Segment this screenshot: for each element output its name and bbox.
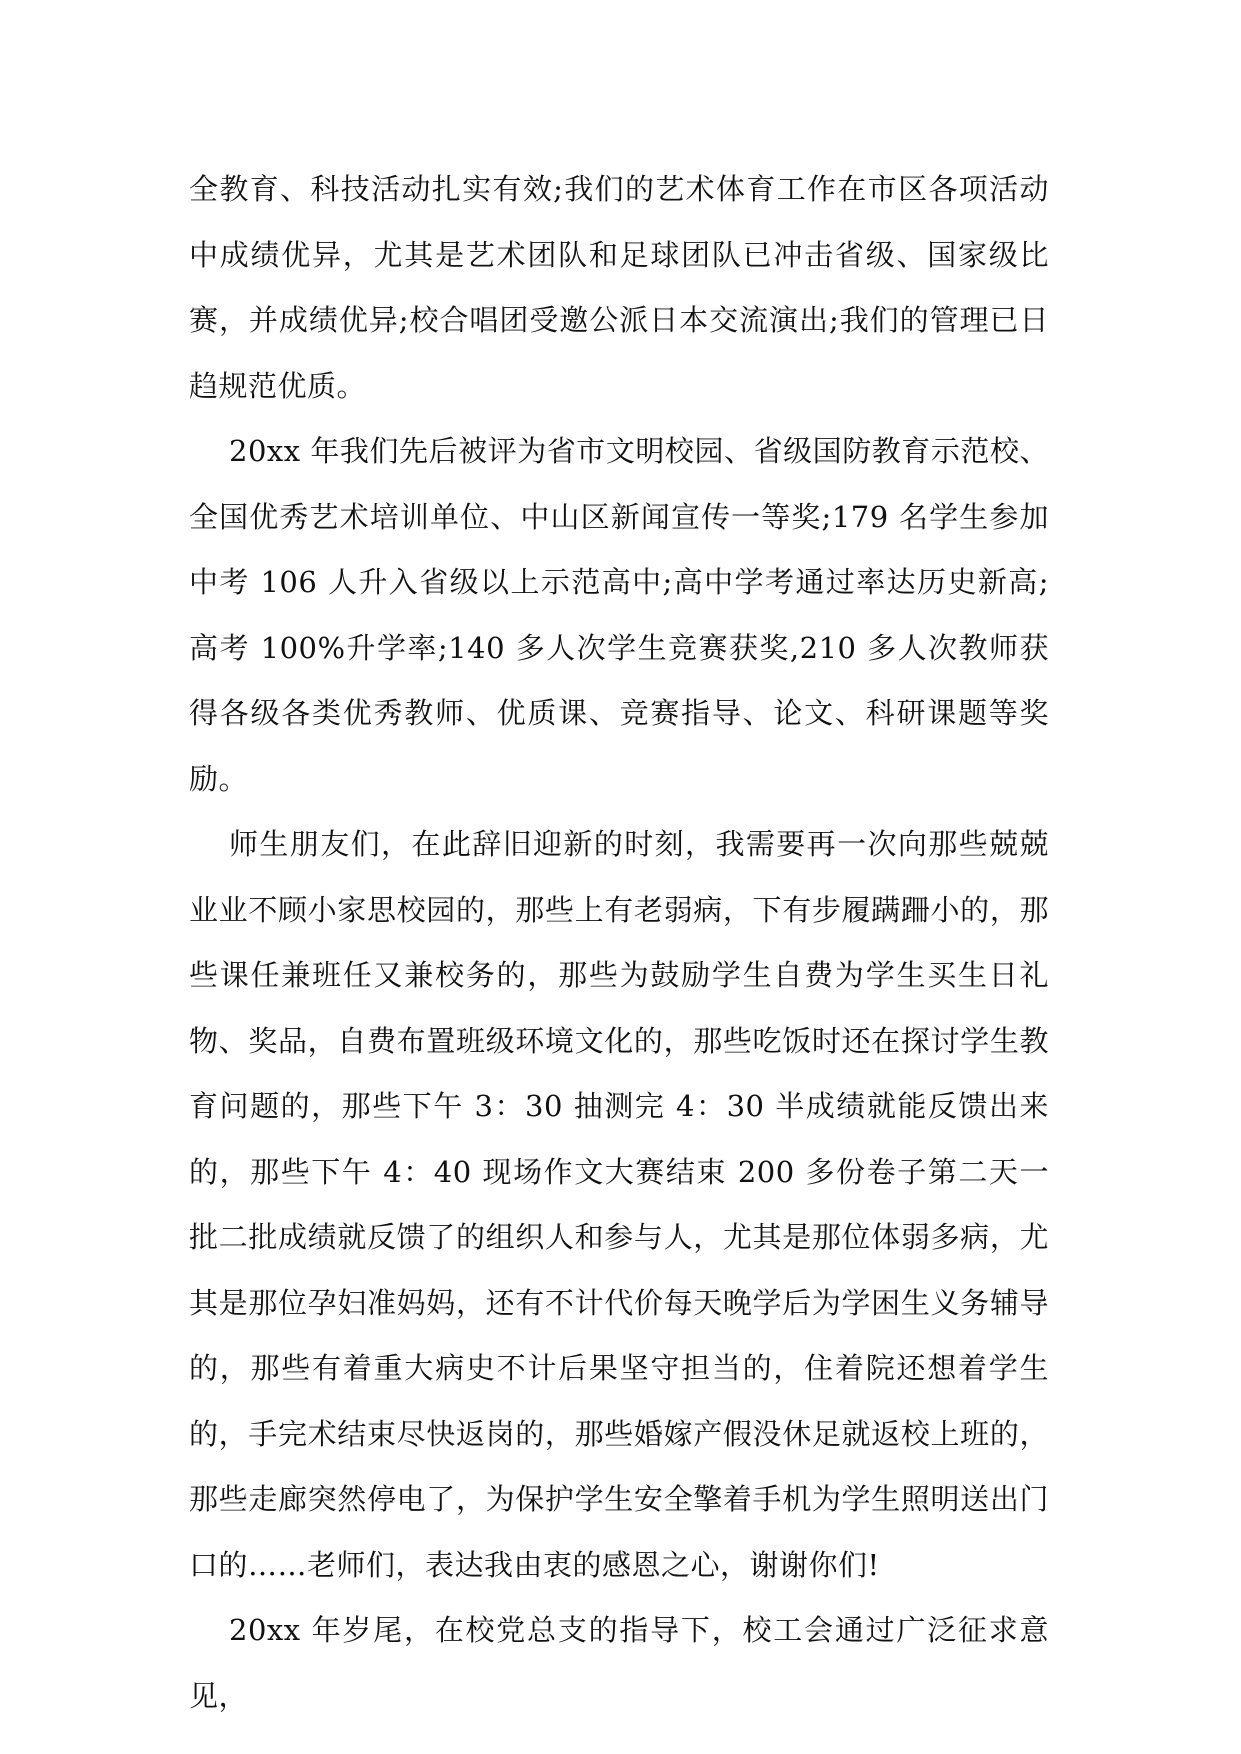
- paragraph-1: 全教育、科技活动扎实有效;我们的艺术体育工作在市区各项活动中成绩优异，尤其是艺术团队和足球团队已冲击省级、国家级比赛，并成绩优异;校合唱团受邀公派日本交流演出;我们的管理已日趋规范优质。: [189, 172, 1049, 403]
- body-text: [189, 157, 1049, 1729]
- paragraph-4: 20xx 年岁尾，在校党总支的指导下，校工会通过广泛征求意见，: [189, 1613, 1049, 1713]
- paragraph-3: 师生朋友们，在此辞旧迎新的时刻，我需要再一次向那些兢兢业业不顾小家思校园的，那些上有老弱病，下有步履蹒跚小的，那些课任兼班任又兼校务的，那些为鼓励学生自费为学生买生日礼物、奖品，自费布置班级环境文化的，那些吃饭时还在探讨学生教育问题的，那些下午 3：30 抽测完 4：30 半成绩就能反馈出来的，那些下午 4：40 现场作文大赛结束 200 多份卷子第二天一批二批成绩就反馈了的组织人和参与人，尤其是那位体弱多病，尤其是那位孕妇准妈妈，还有不计代价每天晚学后为学困生义务辅导的，那些有着重大病史不计后果坚守担当的，住着院还想着学生的，手完术结束尽快返岗的，那些婚嫁产假没休足就返校上班的，那些走廊突然停电了，为保护学生安全擎着手机为学生照明送出门口的……老师们，表达我由衷的感恩之心，谢谢你们!: [189, 827, 1049, 1582]
- paragraph-2: 20xx 年我们先后被评为省市文明校园、省级国防教育示范校、全国优秀艺术培训单位、中山区新闻宣传一等奖;179 名学生参加中考 106 人升入省级以上示范高中;高中学考通过率达历史新高;高考 100%升学率;140 多人次学生竞赛获奖,210 多人次教师获得各级各类优秀教师、优质课、竞赛指导、论文、科研课题等奖励。: [189, 434, 1049, 796]
